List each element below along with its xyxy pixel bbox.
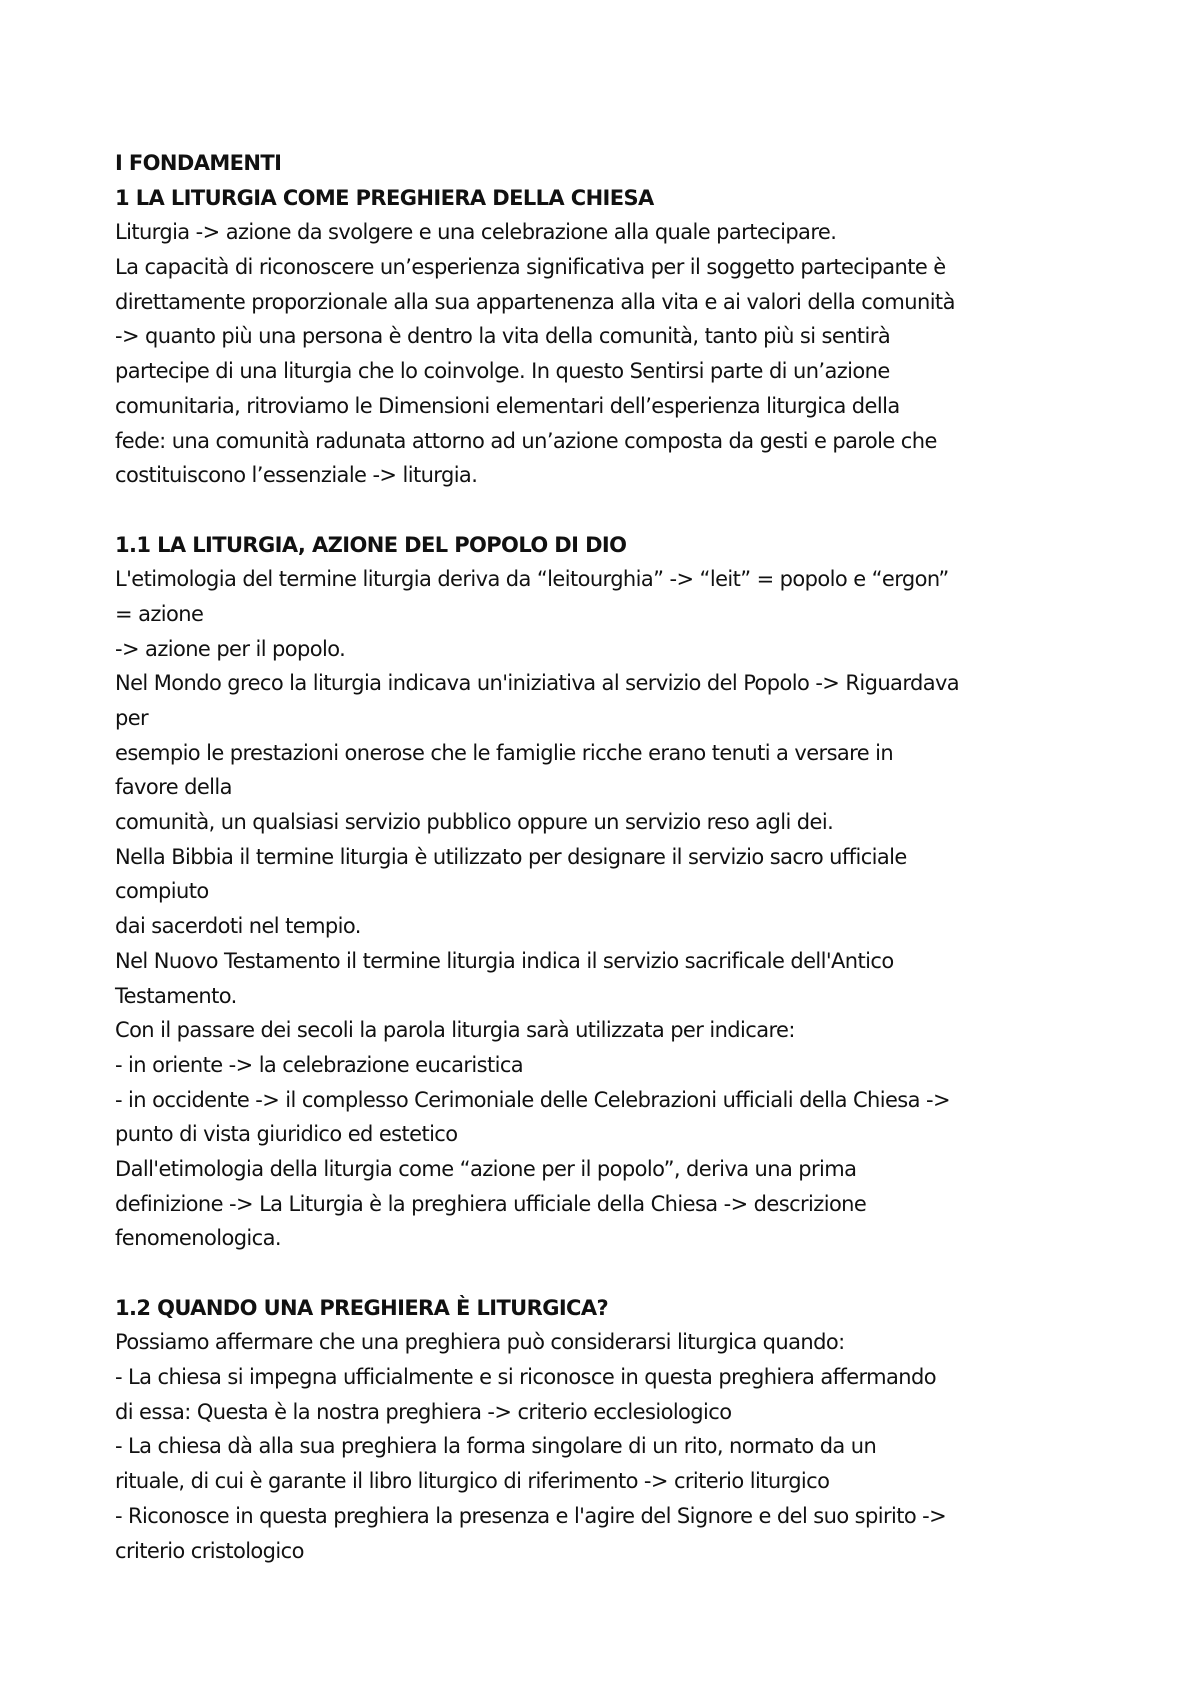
paragraph-spacer <box>115 493 1100 528</box>
text-line: Nel Mondo greco la liturgia indicava un'iniziativa al servizio del Popolo -> Riguardava <box>115 671 960 696</box>
text-line: comunità, un qualsiasi servizio pubblico oppure un servizio reso agli dei. <box>115 810 834 835</box>
text-line: Nel Nuovo Testamento il termine liturgia indica il servizio sacrificale dell'Antico <box>115 948 894 973</box>
text-line: criterio cristologico <box>115 1538 304 1563</box>
text-line: - La chiesa dà alla sua preghiera la forma singolare di un rito, normato da un <box>115 1434 877 1459</box>
text-line: per <box>115 706 149 730</box>
text-line: - in oriente -> la celebrazione eucaristica <box>115 1052 524 1077</box>
text-line: Nella Bibbia il termine liturgia è utilizzato per designare il servizio sacro ufficiale <box>115 844 907 869</box>
document-body <box>115 146 1100 1568</box>
text-line: Dall'etimologia della liturgia come “azione per il popolo”, deriva una prima <box>115 1156 857 1181</box>
paragraph-spacer <box>115 1256 1100 1291</box>
section-heading-1: 1 LA LITURGIA COME PREGHIERA DELLA CHIESA <box>115 185 654 210</box>
text-line: Possiamo affermare che una preghiera può considerarsi liturgica quando: <box>115 1330 845 1355</box>
text-line: costituiscono l’essenziale -> liturgia. <box>115 463 478 488</box>
text-line: direttamente proporzionale alla sua appartenenza alla vita e ai valori della comunità <box>115 289 955 314</box>
text-line: esempio le prestazioni onerose che le famiglie ricche erano tenuti a versare in <box>115 740 894 765</box>
text-line: - La chiesa si impegna ufficialmente e si riconosce in questa preghiera affermando <box>115 1365 936 1390</box>
text-line: partecipe di una liturgia che lo coinvolge. In questo Sentirsi parte di un’azione <box>115 359 890 384</box>
text-line: L'etimologia del termine liturgia deriva da “leitourghia” -> “leit” = popolo e “ergon” <box>115 567 949 592</box>
text-line: compiuto <box>115 879 209 904</box>
text-line: Liturgia -> azione da svolgere e una celebrazione alla quale partecipare. <box>115 220 837 245</box>
text-line: comunitaria, ritroviamo le Dimensioni elementari dell’esperienza liturgica della <box>115 393 900 418</box>
text-line: - Riconosce in questa preghiera la presenza e l'agire del Signore e del suo spirito -> <box>115 1503 947 1528</box>
text-line: Con il passare dei secoli la parola liturgia sarà utilizzata per indicare: <box>115 1018 795 1043</box>
text-line: definizione -> La Liturgia è la preghiera ufficiale della Chiesa -> descrizione <box>115 1191 867 1216</box>
text-line: di essa: Questa è la nostra preghiera -> criterio ecclesiologico <box>115 1399 732 1424</box>
text-line: Testamento. <box>115 983 237 1008</box>
text-line: = azione <box>115 601 204 626</box>
text-line: dai sacerdoti nel tempio. <box>115 914 361 939</box>
text-line: -> azione per il popolo. <box>115 636 346 661</box>
text-line: fenomenologica. <box>115 1226 281 1251</box>
text-line: -> quanto più una persona è dentro la vita della comunità, tanto più si sentirà <box>115 324 891 349</box>
text-line: - in occidente -> il complesso Cerimoniale delle Celebrazioni ufficiali della Chiesa -> <box>115 1087 950 1112</box>
text-line: La capacità di riconoscere un’esperienza significativa per il soggetto partecipante è <box>115 255 946 280</box>
text-line: favore della <box>115 775 232 800</box>
section-heading-2: 1.1 LA LITURGIA, AZIONE DEL POPOLO DI DIO <box>115 532 627 557</box>
section-heading-3: 1.2 QUANDO UNA PREGHIERA È LITURGICA? <box>115 1295 609 1320</box>
document-title: I FONDAMENTI <box>115 151 282 175</box>
text-line: rituale, di cui è garante il libro liturgico di riferimento -> criterio liturgico <box>115 1469 830 1494</box>
text-line: fede: una comunità radunata attorno ad un’azione composta da gesti e parole che <box>115 428 937 453</box>
text-line: punto di vista giuridico ed estetico <box>115 1122 458 1147</box>
